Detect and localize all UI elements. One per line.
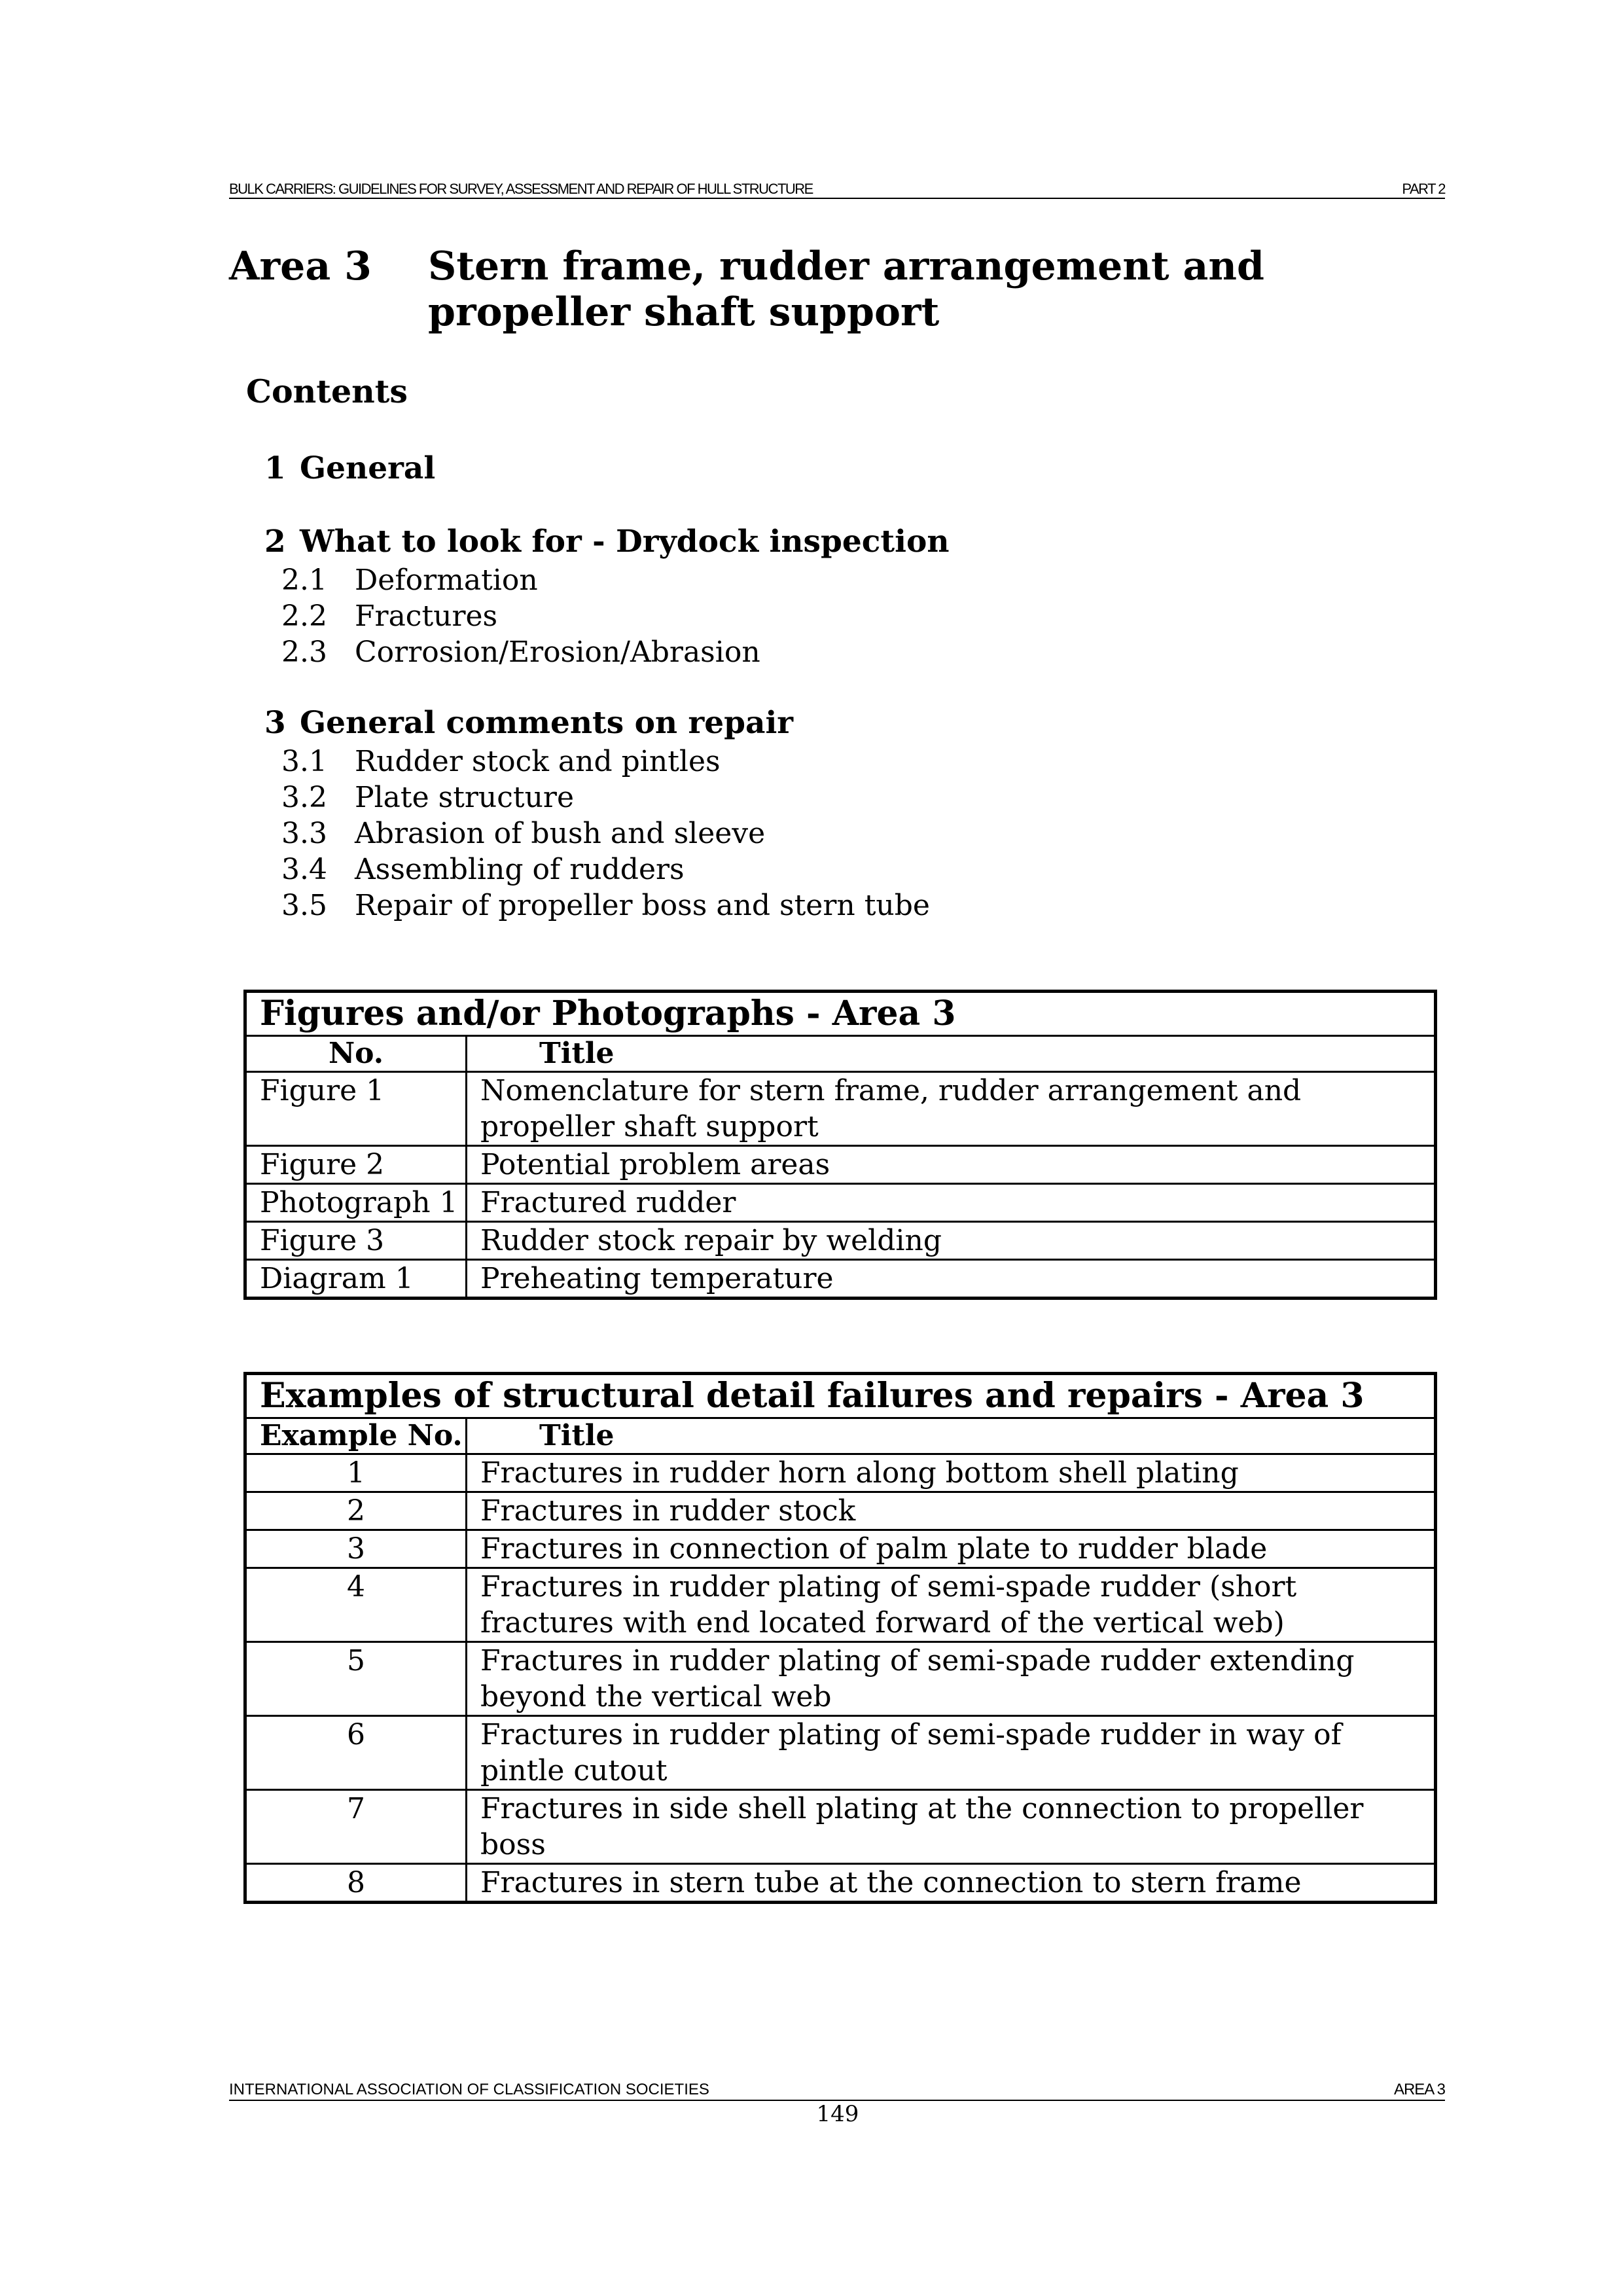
toc-item-title: Fractures [355,600,498,633]
toc-item-3-3 [281,816,765,852]
running-footer [229,2080,1445,2101]
toc-item-2-3 [281,634,760,670]
cell-no: 5 [245,1642,467,1716]
table-header-row [245,1036,1436,1072]
cell-no: Diagram 1 [245,1260,467,1299]
toc-item-title: Plate structure [355,781,574,814]
toc-item-title: Abrasion of bush and sleeve [355,817,766,850]
header-title: BULK CARRIERS: GUIDELINES FOR SURVEY, ASSESSMENT AND REPAIR OF HULL STRUCTURE [229,181,813,197]
table-caption-row [245,1374,1436,1418]
toc-item-2-2 [281,598,497,634]
toc-section-number: 3 [264,705,286,741]
toc-section-number: 2 [264,524,286,560]
toc-item-title: Corrosion/Erosion/Abrasion [355,636,760,669]
table-row [245,1864,1436,1903]
toc-section-number: 1 [264,450,286,486]
table-row [245,1260,1436,1299]
toc-section-title: General [300,450,436,486]
header-part: PART 2 [1402,181,1445,197]
column-header-example-no: Example No. [245,1418,467,1454]
column-header-title: Title [467,1418,1436,1454]
toc-section-title: What to look for - Drydock inspection [300,524,950,560]
cell-title: Fractures in side shell plating at the connection to propeller boss [467,1790,1436,1864]
toc-item-3-2 [281,780,574,816]
cell-no: 7 [245,1790,467,1864]
toc-item-number: 3.2 [281,781,327,814]
cell-title: Rudder stock repair by welding [467,1222,1436,1260]
cell-title: Nomenclature for stern frame, rudder arrangement and propeller shaft support [467,1072,1436,1146]
toc-item-number: 2.3 [281,636,327,669]
area-title: Stern frame, rudder arrangement and propeller shaft support [428,243,1264,335]
cell-title: Fractures in rudder plating of semi-spade rudder extending beyond the vertical web [467,1642,1436,1716]
footer-organization: INTERNATIONAL ASSOCIATION OF CLASSIFICATION SOCIETIES [229,2081,709,2098]
table-caption-row [245,992,1436,1036]
cell-title: Preheating temperature [467,1260,1436,1299]
table-row [245,1454,1436,1492]
cell-no: Photograph 1 [245,1184,467,1222]
toc-item-number: 3.1 [281,745,327,778]
toc-item-title: Deformation [355,564,538,597]
table-row [245,1642,1436,1716]
table-row [245,1146,1436,1184]
cell-no: 8 [245,1864,467,1903]
column-header-title: Title [467,1036,1436,1072]
cell-no: Figure 1 [245,1072,467,1146]
cell-no: 2 [245,1492,467,1530]
table-caption: Figures and/or Photographs - Area 3 [245,992,1436,1036]
toc-item-number: 2.1 [281,564,327,597]
table-row [245,1530,1436,1568]
contents-heading: Contents [246,372,408,410]
toc-item-title: Rudder stock and pintles [355,745,721,778]
table-row [245,1072,1436,1146]
footer-area: AREA 3 [1393,2081,1445,2098]
toc-item-number: 3.3 [281,817,327,850]
cell-title: Fractures in rudder stock [467,1492,1436,1530]
cell-title: Fractures in rudder plating of semi-spade rudder in way of pintle cutout [467,1716,1436,1790]
toc-item-number: 3.4 [281,853,327,886]
toc-item-title: Repair of propeller boss and stern tube [355,889,930,922]
toc-item-2-1 [281,562,538,598]
table-row [245,1492,1436,1530]
toc-section-3 [264,705,793,742]
toc-section-2 [264,524,950,560]
cell-title: Fractures in rudder plating of semi-spade rudder (short fractures with end located forward of the vertical web) [467,1568,1436,1642]
toc-section-1 [264,450,435,487]
table-row [245,1790,1436,1864]
cell-title: Fractures in connection of palm plate to rudder blade [467,1530,1436,1568]
toc-section-title: General comments on repair [300,705,794,741]
table-row [245,1222,1436,1260]
toc-item-number: 3.5 [281,889,327,922]
cell-no: 3 [245,1530,467,1568]
table-header-row [245,1418,1436,1454]
table-row [245,1716,1436,1790]
toc-item-3-4 [281,852,685,888]
table-row [245,1568,1436,1642]
cell-title: Fractures in stern tube at the connection to stern frame [467,1864,1436,1903]
page-number: 149 [816,2101,859,2127]
running-header [229,181,1445,199]
figures-table [243,990,1437,1300]
area-label: Area 3 [229,243,372,289]
cell-title: Potential problem areas [467,1146,1436,1184]
toc-item-title: Assembling of rudders [355,853,685,886]
cell-title: Fractures in rudder horn along bottom shell plating [467,1454,1436,1492]
toc-item-3-5 [281,888,930,924]
examples-table [243,1372,1437,1904]
table-row [245,1184,1436,1222]
table-caption: Examples of structural detail failures and repairs - Area 3 [245,1374,1436,1418]
cell-title: Fractured rudder [467,1184,1436,1222]
cell-no: 6 [245,1716,467,1790]
cell-no: Figure 3 [245,1222,467,1260]
cell-no: 4 [245,1568,467,1642]
toc-item-number: 2.2 [281,600,327,633]
cell-no: 1 [245,1454,467,1492]
cell-no: Figure 2 [245,1146,467,1184]
toc-item-3-1 [281,744,721,780]
column-header-no: No. [245,1036,467,1072]
